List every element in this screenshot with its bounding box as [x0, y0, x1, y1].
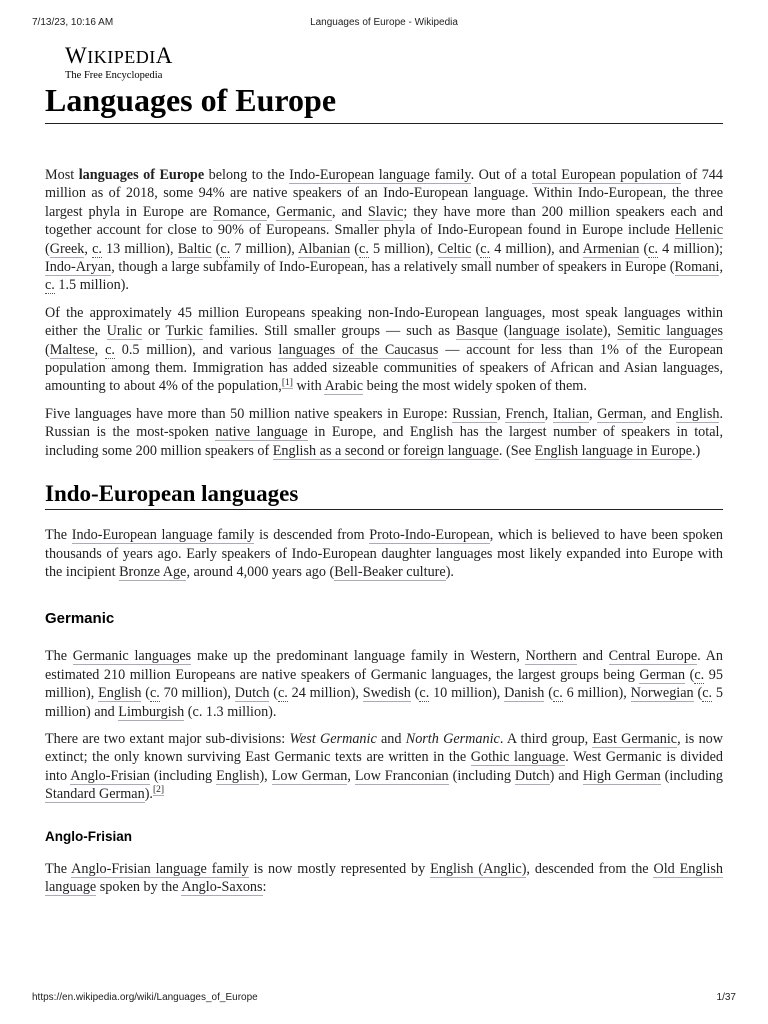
link-native-language[interactable]: native language: [215, 424, 308, 441]
italic-term: North Germanic: [405, 730, 500, 747]
link-english-second-language[interactable]: English as a second or foreign language: [272, 442, 499, 459]
link-romani[interactable]: Romani: [674, 259, 720, 276]
link-maltese[interactable]: Maltese: [49, 341, 95, 358]
link-swedish[interactable]: Swedish: [362, 685, 411, 702]
link-english-anglic[interactable]: English (Anglic): [430, 860, 527, 877]
circa-abbr: c.: [150, 685, 160, 702]
section-heading-germanic: Germanic: [45, 610, 115, 628]
link-norwegian[interactable]: Norwegian: [630, 685, 694, 702]
paragraph: Five languages have more than 50 million native speakers in Europe: Russian, French, Italian, German, and English. Russian is the most-spoken native language in Europe, and English has the largest number of speakers in total, including some 200 million speakers of English as a second or foreign language. (See English language in Europe.): [45, 405, 724, 459]
link-indo-aryan[interactable]: Indo-Aryan: [45, 259, 112, 276]
link-bell-beaker-culture[interactable]: Bell-Beaker culture: [334, 563, 446, 580]
circa-abbr: c.: [480, 240, 491, 257]
link-english[interactable]: English: [676, 405, 720, 422]
bold-term: languages of Europe: [78, 167, 205, 183]
paragraph: There are two extant major sub-divisions: West Germanic and North Germanic. A third group, East Germanic, is now extinct; the only known surviving East Germanic texts are written in the Gothic language. West Germanic is divided into Anglo-Frisian (including English), Low German, Low Franconian (including Dutch) and High German (including Standard German).[2]: [45, 730, 724, 803]
link-slavic[interactable]: Slavic: [367, 203, 404, 220]
circa-abbr: c.: [105, 341, 115, 358]
link-german[interactable]: German: [597, 405, 643, 422]
link-greek[interactable]: Greek: [49, 240, 85, 257]
link-limburgish[interactable]: Limburgish: [118, 703, 185, 720]
section-heading-indo-european: Indo-European languages: [45, 479, 723, 510]
link-italian[interactable]: Italian: [552, 405, 590, 422]
link-hellenic[interactable]: Hellenic: [674, 222, 723, 239]
link-northern[interactable]: Northern: [525, 648, 577, 665]
link-english[interactable]: English: [216, 767, 260, 784]
wikipedia-tagline: The Free Encyclopedia: [65, 70, 163, 81]
link-celtic[interactable]: Celtic: [437, 240, 472, 257]
article-body: [45, 166, 723, 905]
paragraph: The Anglo-Frisian language family is now mostly represented by English (Anglic), descended from the Old English language spoken by the Anglo-Saxons:: [45, 860, 723, 895]
italic-term: West Germanic: [289, 730, 377, 747]
link-danish[interactable]: Danish: [504, 685, 545, 702]
link-total-european-population[interactable]: total European population: [531, 167, 681, 183]
circa-abbr: c.: [45, 277, 55, 294]
print-datetime: 7/13/23, 10:16 AM: [32, 17, 114, 28]
circa-abbr: c.: [552, 685, 563, 702]
link-french[interactable]: French: [505, 405, 545, 422]
circa-abbr: c.: [648, 240, 659, 257]
link-old-english-language[interactable]: Old English language: [45, 860, 723, 895]
link-anglo-frisian-language-family[interactable]: Anglo-Frisian language family: [71, 860, 249, 877]
circa-abbr: c.: [92, 240, 102, 257]
link-standard-german[interactable]: Standard German: [45, 786, 145, 803]
print-url: https://en.wikipedia.org/wiki/Languages_of_Europe: [32, 992, 258, 1003]
link-dutch[interactable]: Dutch: [514, 767, 550, 784]
link-central-europe[interactable]: Central Europe: [608, 648, 698, 665]
link-albanian[interactable]: Albanian: [298, 240, 351, 257]
link-low-franconian[interactable]: Low Franconian: [354, 767, 449, 784]
link-romance[interactable]: Romance: [213, 203, 267, 220]
link-indo-european-language-family[interactable]: Indo-European language family: [71, 527, 255, 544]
paragraph: Most languages of Europe belong to the Indo-European language family. Out of a total European population of 744 million as of 2018, some 94% are native speakers of an Indo-European language. Within Indo-European, the three largest phyla in Europe are Romance, Germanic, and Slavic; they have more than 200 million speakers each and together account for close to 90% of Europeans. Smaller phyla of Indo-European found in Europe include Hellenic (Greek, c. 13 million), Baltic (c. 7 million), Albanian (c. 5 million), Celtic (c. 4 million), and Armenian (c. 4 million); Indo-Aryan, though a large subfamily of Indo-European, has a relatively small number of speakers in Europe (Romani, c. 1.5 million).: [45, 167, 724, 294]
link-anglo-frisian[interactable]: Anglo-Frisian: [70, 767, 150, 784]
link-language-isolate[interactable]: language isolate: [508, 323, 603, 340]
link-languages-of-the-caucasus[interactable]: languages of the Caucasus: [278, 341, 439, 358]
section-heading-anglo-frisian: Anglo-Frisian: [45, 828, 132, 844]
paragraph: Of the approximately 45 million Europeans speaking non-Indo-European languages, most speak languages within either the Uralic or Turkic families. Still smaller groups — such as Basque (language isolate), Semitic languages (Maltese, c. 0.5 million), and various languages of the Caucasus — account for less than 1% of the European population among them. Immigration has added sizeable communities of speakers of African and Asian languages, amounting to about 4% of the population,[1] with Arabic being the most widely spoken of them.: [45, 304, 724, 395]
link-proto-indo-european[interactable]: Proto-Indo-European: [369, 527, 490, 544]
link-english[interactable]: English: [98, 685, 142, 702]
link-germanic-languages[interactable]: Germanic languages: [72, 648, 192, 665]
wikipedia-wordmark: WIKIPEDIA: [65, 43, 173, 68]
paragraph: The Germanic languages make up the predominant language family in Western, Northern and Central Europe. An estimated 210 million Europeans are native speakers of Germanic languages, the largest groups being German (c. 95 million), English (c. 70 million), Dutch (c. 24 million), Swedish (c. 10 million), Danish (c. 6 million), Norwegian (c. 5 million) and Limburgish (c. 1.3 million).: [45, 648, 723, 720]
link-russian[interactable]: Russian: [452, 405, 498, 422]
citation-2[interactable]: [2]: [152, 785, 165, 796]
link-basque[interactable]: Basque: [455, 323, 498, 340]
link-semitic-languages[interactable]: Semitic languages: [616, 323, 723, 340]
link-indo-european-language-family[interactable]: Indo-European language family: [289, 167, 471, 183]
circa-abbr: c.: [694, 666, 705, 683]
link-arabic[interactable]: Arabic: [324, 378, 364, 395]
circa-abbr: c.: [278, 685, 288, 702]
wikipedia-logo[interactable]: [65, 44, 173, 81]
link-high-german[interactable]: High German: [582, 767, 661, 784]
link-anglo-saxons[interactable]: Anglo-Saxons: [181, 878, 263, 895]
link-gothic-language[interactable]: Gothic language: [470, 749, 566, 766]
print-doc-title: Languages of Europe - Wikipedia: [310, 17, 458, 28]
paragraph: The Indo-European language family is descended from Proto-Indo-European, which is believed to have been spoken thousands of years ago. Early speakers of Indo-European daughter languages most likely expanded into Europe with the incipient Bronze Age, around 4,000 years ago (Bell-Beaker culture).: [45, 527, 723, 580]
link-east-germanic[interactable]: East Germanic: [592, 730, 678, 747]
link-uralic[interactable]: Uralic: [106, 323, 143, 340]
link-baltic[interactable]: Baltic: [177, 240, 212, 257]
print-page-number: 1/37: [716, 992, 736, 1003]
circa-abbr: c.: [220, 240, 231, 257]
circa-abbr: c.: [359, 240, 369, 257]
link-dutch[interactable]: Dutch: [234, 685, 270, 702]
circa-abbr: c.: [702, 685, 713, 702]
citation-1[interactable]: [1]: [281, 377, 293, 388]
link-bronze-age[interactable]: Bronze Age: [119, 563, 187, 580]
circa-abbr: c.: [419, 685, 430, 702]
link-germanic[interactable]: Germanic: [276, 203, 333, 220]
link-german[interactable]: German: [639, 666, 686, 683]
link-turkic[interactable]: Turkic: [165, 323, 203, 340]
page-title: Languages of Europe: [45, 78, 723, 124]
link-armenian[interactable]: Armenian: [582, 240, 640, 257]
link-english-language-in-europe[interactable]: English language in Europe: [534, 442, 692, 459]
link-low-german[interactable]: Low German: [271, 767, 348, 784]
